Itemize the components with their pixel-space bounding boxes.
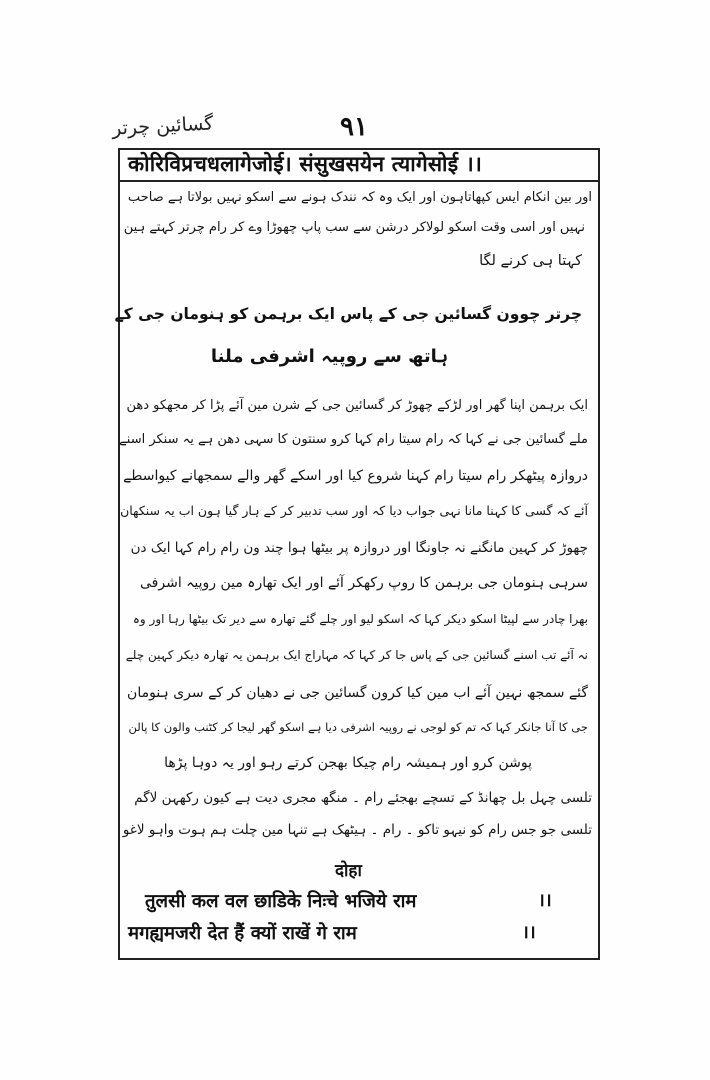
chapter-heading-line-2: ہاتھ سے روپیہ اشرفی ملنا (210, 346, 448, 367)
body-line-8: نہ آئے تب اسنے گسائین جی کے پاس جا کر کہا کہ مہاراج ایک برہمن یہ تھارہ دیکر کہین چلے (125, 648, 588, 662)
body-line-9: گئے سمجھ نہین آئے اب مین کیا کرون گسائین جی نے دھیان کر کے سری ہنومان (127, 685, 588, 701)
body-line-5: چھوڑ کر کہین مانگنے نہ جاونگا اور دروازہ پر بیٹھا ہوا چند ون رام رام کہا ایک دن (130, 540, 588, 556)
frame-divider (118, 180, 600, 182)
page-number: ۹۱ (340, 112, 368, 142)
body-line-1: ایک برہمن اپنا گھر اور لڑکے چھوڑ کر گسائین جی کے شرن مین آئے پڑا کر مجھکو دھن (126, 398, 588, 413)
body-line-2: ملے گسائین جی نے کہا کہ رام سیتا رام کہا کرو سنتون کا سہی دھن ہے یہ سنکر اسنے (119, 432, 588, 447)
body-line-13: تلسی جو جس رام کو نیہو تاکو ۔ رام ۔ ہیٹھک ہے تنہا مین چلت ہم ہوت واہو لاغو (122, 822, 592, 838)
body-line-6: سرہی ہنومان جی برہمن کا روپ رکھکر آئے اور ایک تھارہ مین روپیہ اشرفی (140, 575, 588, 591)
chapter-heading-line-1: چرتر چوون گسائین جی کے پاس ایک برہمن کو ہنومان جی کے (114, 305, 582, 323)
body-line-3: دروازہ پیٹھکر رام سیتا رام کہنا شروع کیا اور اسکے گھر والے سمجھانے کیواسطے (123, 468, 588, 484)
doha-end-mark-1: ।। (538, 890, 552, 911)
opening-line-3: کہتا ہی کرنے لگا (479, 253, 582, 269)
sanskrit-verse-top: कोरिविप्रचधलागेजोई। संसुखसयेन त्यागेसोई ।। (128, 152, 483, 176)
body-line-11: پوشن کرو اور ہمیشہ رام چیکا بھجن کرتے رہو اور یہ دوہا پڑھا (164, 755, 532, 771)
margin-note: گسائین چرتر (111, 112, 214, 140)
doha-line-2: मगह्यमजरी देत हैं क्यों राखें गे राम (128, 923, 357, 944)
body-line-7: بھرا چادر سے لپیٹا اسکو دیکر کہا کہ اسکو لیو اور چلے گئے تھارہ سے دیر تک بیٹھا رہا اور وہ (132, 612, 588, 626)
body-line-4: آئے کہ گسی کا کہنا مانا نہی جواب دیا کہ اور سب تدبیر کر کے ہار گیا ہون اب یہ سنکھان (120, 503, 588, 518)
body-line-10: جی کا آنا جانکر کہا کہ تم کو لوجی نے روپیہ اشرفی دیا ہے اسکو گھر لیجا کر کٹنب والون کا پالن (128, 720, 588, 734)
doha-line-1: तुलसी कल वल छाडिके निःचे भजिये राम (145, 891, 417, 912)
body-line-12: تلسی چہل بل چھانڈ کے تسچے بھجئے رام ۔ منگھ مجری دیت ہے کیون رکھہن لاگم (134, 790, 592, 806)
doha-end-mark-2: ।। (522, 922, 536, 943)
doha-label: दोहा (335, 861, 362, 881)
opening-line-2: نہیں اور اسی وقت اسکو لولاکر درشن سے سب پاپ چھوڑا وے کر رام چرتر کہتے ہین (123, 220, 585, 235)
opening-line-1: اور بین انکام ایس کپھاتاہون اور ایک وہ کہ نندک ہونے سے اسکو نہیں بولاتا ہے صاحب (127, 190, 592, 205)
